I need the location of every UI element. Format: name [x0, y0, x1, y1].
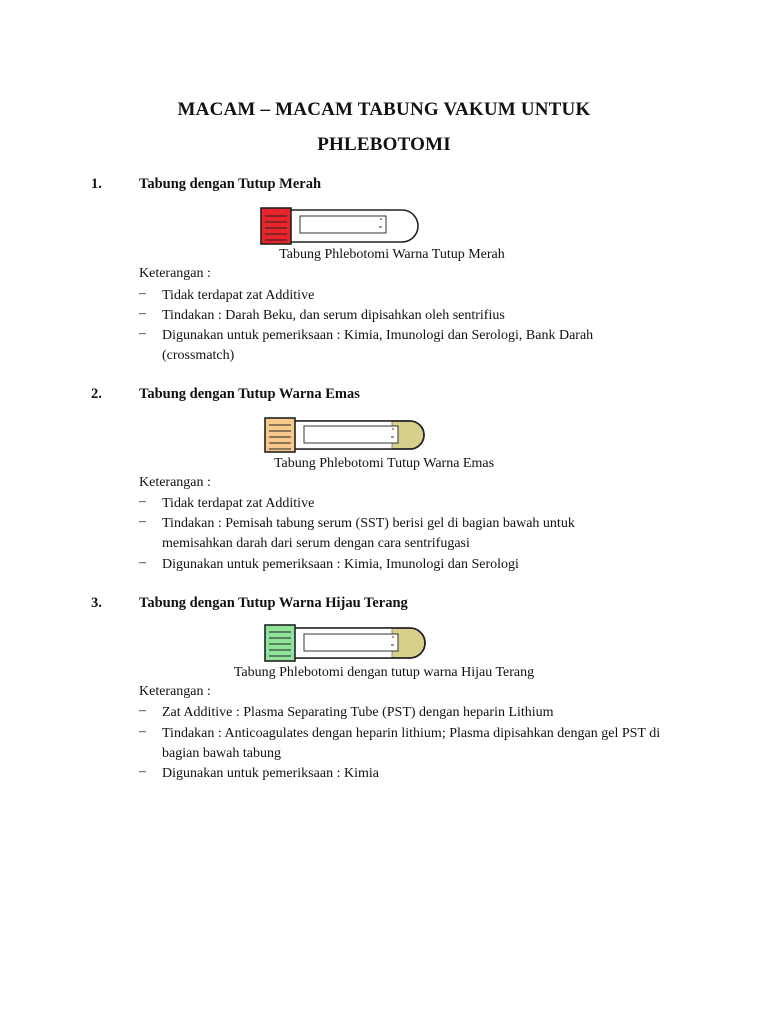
- keterangan-label: Keterangan :: [139, 475, 211, 490]
- tube-cap: [265, 418, 295, 452]
- tube-cap: [261, 208, 291, 244]
- light-green-cap-tube-illustration: [262, 623, 430, 663]
- bullet-dash: –: [139, 764, 146, 779]
- section-title: Tabung dengan Tutup Warna Emas: [139, 386, 360, 402]
- section-number: 2.: [91, 386, 102, 402]
- section-title: Tabung dengan Tutup Merah: [139, 176, 322, 192]
- bullet-text: Digunakan untuk pemeriksaan : Kimia, Imunologi dan Serologi: [162, 557, 519, 572]
- red-cap-tube-illustration: [258, 206, 422, 246]
- gold-cap-tube-illustration: [262, 416, 430, 454]
- page-title-line-2: PHLEBOTOMI: [317, 134, 451, 155]
- bullet-dash: –: [139, 555, 146, 570]
- bullet-text: Digunakan untuk pemeriksaan : Kimia, Imunologi dan Serologi, Bank Darah (crossmatch): [162, 328, 594, 363]
- bullet-text: Digunakan untuk pemeriksaan : Kimia: [162, 766, 379, 781]
- tube-label: [300, 216, 386, 233]
- bullet-dash: –: [139, 724, 146, 739]
- figure-caption: Tabung Phlebotomi Tutup Warna Emas: [273, 456, 495, 471]
- bullet-dash: –: [139, 494, 146, 509]
- bullet-dash: –: [139, 286, 146, 301]
- bullet-dash: –: [139, 703, 146, 718]
- section-title: Tabung dengan Tutup Warna Hijau Terang: [139, 595, 408, 611]
- bullet-dash: –: [139, 514, 146, 529]
- figure-caption: Tabung Phlebotomi Warna Tutup Merah: [279, 247, 505, 262]
- bullet-text: Tidak terdapat zat Additive: [162, 496, 315, 511]
- bullet-text: Tidak terdapat zat Additive: [162, 288, 315, 303]
- tube-label: [304, 426, 398, 443]
- figure-caption: Tabung Phlebotomi dengan tutup warna Hijau Terang: [233, 665, 535, 680]
- bullet-text: Zat Additive : Plasma Separating Tube (PST) dengan heparin Lithium: [162, 705, 554, 720]
- keterangan-label: Keterangan :: [139, 684, 211, 699]
- bullet-text: Tindakan : Darah Beku, dan serum dipisahkan oleh sentrifius: [162, 308, 505, 323]
- section-number: 3.: [91, 595, 102, 611]
- bullet-dash: –: [139, 306, 146, 321]
- keterangan-label: Keterangan :: [139, 266, 211, 281]
- section-number: 1.: [91, 176, 102, 192]
- tube-label: [304, 634, 398, 651]
- bullet-text: Tindakan : Pemisah tabung serum (SST) berisi gel di bagian bawah untuk memisahkan darah dari serum dengan cara sentrifugasi: [162, 516, 575, 551]
- bullet-dash: –: [139, 326, 146, 341]
- bullet-text: Tindakan : Anticoagulates dengan heparin lithium; Plasma dipisahkan dengan gel PST di bagian bawah tabung: [162, 726, 661, 761]
- page-title-line-1: MACAM – MACAM TABUNG VAKUM UNTUK: [177, 99, 591, 120]
